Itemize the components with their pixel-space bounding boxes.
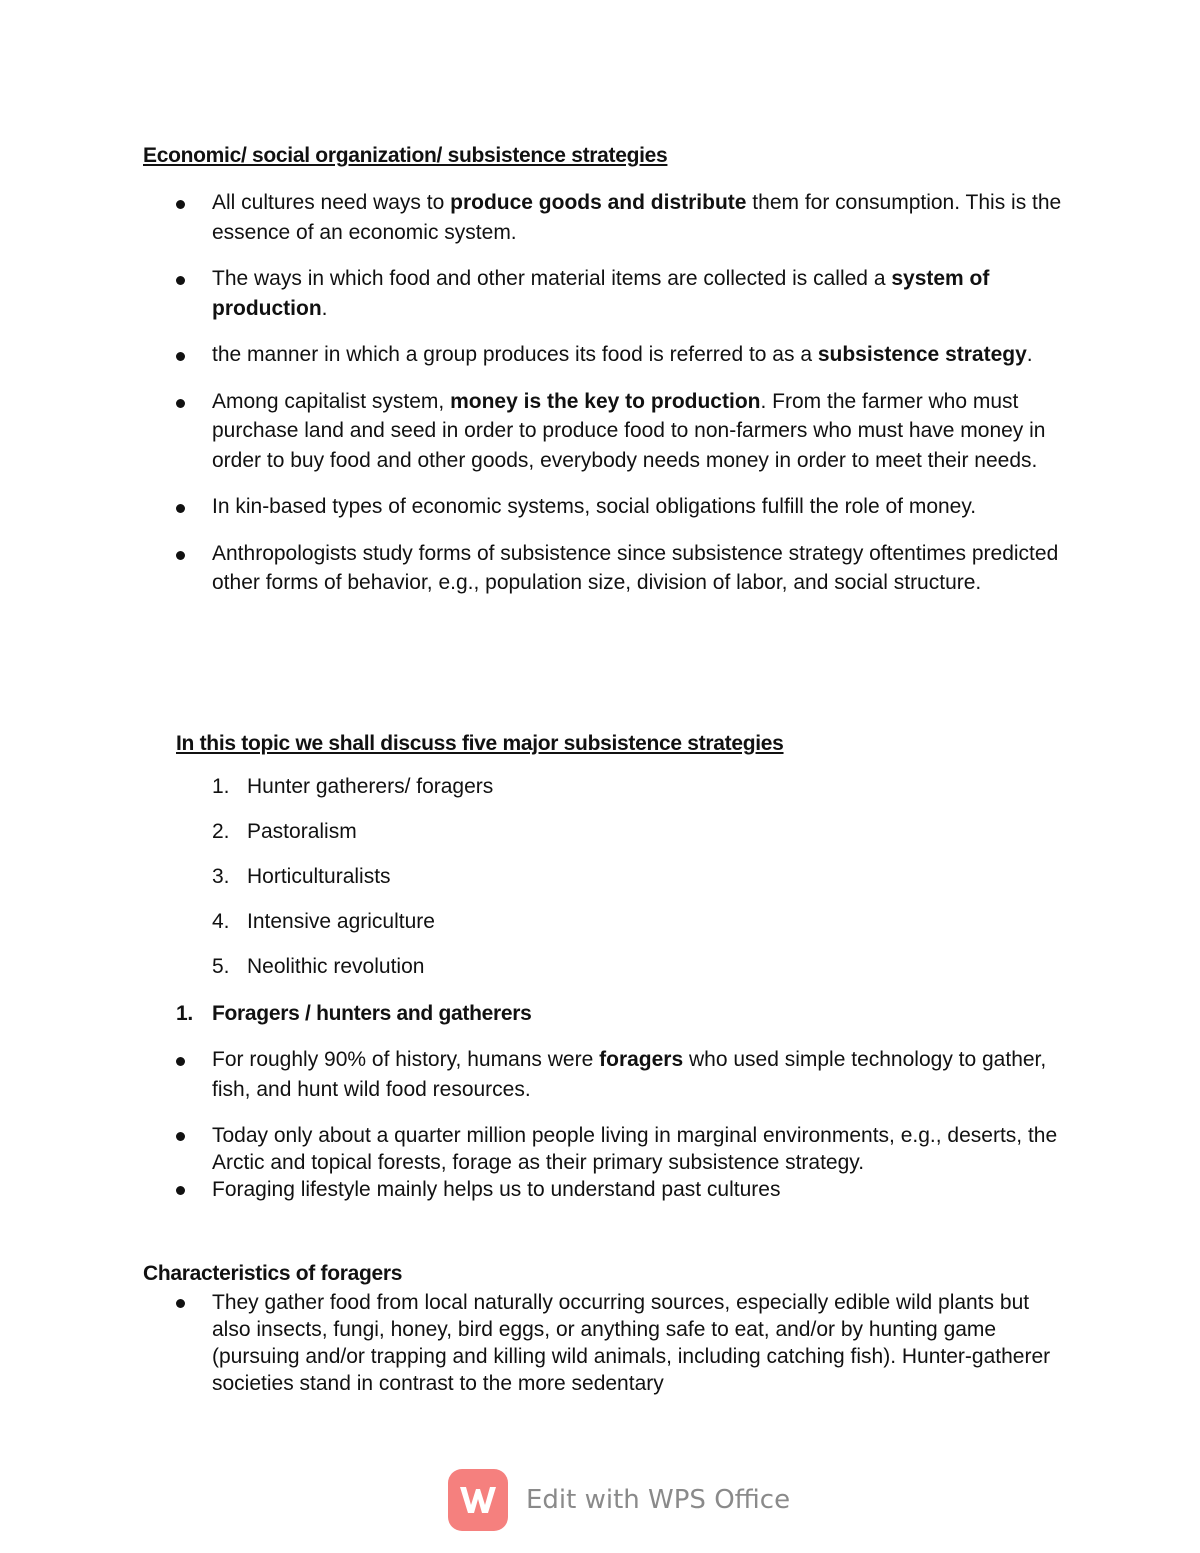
strategies-heading: In this topic we shall discuss five major subsistence strategies [176, 732, 784, 755]
page-heading: Economic/ social organization/ subsistence strategies [143, 144, 668, 167]
foragers-bullet-list-2 [0, 1122, 1200, 1203]
bullet-icon [176, 1299, 185, 1308]
bullet-icon [176, 1186, 185, 1195]
list-item: the manner in which a group produces its food is referred to as a subsistence strategy. [0, 340, 1200, 370]
list-item: Foraging lifestyle mainly helps us to understand past cultures [0, 1176, 1200, 1203]
wps-edit-button[interactable] [448, 1469, 790, 1531]
list-item: Anthropologists study forms of subsistence since subsistence strategy oftentimes predicted other forms of behavior, e.g., population size, division of labor, and social structure. [0, 539, 1200, 598]
bullet-icon [176, 200, 185, 209]
list-item: They gather food from local naturally occurring sources, especially edible wild plants but also insects, fungi, honey, bird eggs, or anything safe to eat, and/or by hunting game (pursuing and/or trapping and killing wild animals, including catching fish). Hunter-gatherer societies stand in contrast to the more sedentary [0, 1289, 1200, 1397]
bullet-icon [176, 276, 185, 285]
list-item: In kin-based types of economic systems, social obligations fulfill the role of money. [0, 492, 1200, 522]
bullet-icon [176, 1057, 185, 1066]
list-item: The ways in which food and other material items are collected is called a system of production. [0, 264, 1200, 323]
bullet-icon [176, 1132, 185, 1141]
list-item: For roughly 90% of history, humans were foragers who used simple technology to gather, fish, and hunt wild food resources. [0, 1045, 1200, 1104]
bullet-icon [176, 551, 185, 560]
intro-bullet-list [0, 188, 1200, 598]
foragers-bullet-list [0, 1045, 1200, 1121]
bullet-icon [176, 352, 185, 361]
bullet-icon [176, 504, 185, 513]
characteristics-heading: Characteristics of foragers [143, 1262, 403, 1285]
wps-edit-label: Edit with WPS Office [526, 1485, 791, 1515]
list-item: Today only about a quarter million people living in marginal environments, e.g., deserts, the Arctic and topical forests, forage as their primary subsistence strategy. [0, 1122, 1200, 1176]
bullet-icon [176, 399, 185, 408]
wps-logo-icon [448, 1469, 508, 1531]
list-item: Among capitalist system, money is the key to production. From the farmer who must purchase land and seed in order to produce food to non-farmers who must have money in order to buy food and other goods, everybody needs money in order to meet their needs. [0, 387, 1200, 476]
list-item: All cultures need ways to produce goods and distribute them for consumption. This is the essence of an economic system. [0, 188, 1200, 247]
characteristics-bullet-list [0, 1289, 1200, 1397]
document-page: Economic/ social organization/ subsistence strategies All cultures need ways to produce goods and distribute them for consumption. This is the essence of an economic system. The ways in which food and other material items are collected is called a system of production. the manner in which a group produces its food is referred to as a subsistence strategy. Among capitalist system, money is the key to production. From the farmer who must purchase land and seed in order to produce food to non-farmers who must have money in order to buy food and other goods, everybody needs money in order to meet their needs. In kin-based types of economic systems, social obligations fulfill the role of money. Anthropologists study forms of subsistence since subsistence strategy oftentimes predicted other forms of behavior, e.g., population size, division of labor, and social structure. In this topic we shall discuss five major subsistence strategies 1. Hunter gatherers/ foragers 2. Pastoralism 3. Horticulturalists 4. Intensive agriculture 5. Neolithic revolution 1. Foragers / hunters and gatherers For roughly 90% of history, humans were foragers who used simple technology to gather, fish, and hunt wild food resources. Today only about a quarter million people living in marginal environments, e.g., deserts, the Arctic and topical forests, forage as their primary subsistence strategy. Foraging lifestyle mainly helps us to understand past cultures Characteristics of foragers They gather food from local naturally occurring sources, especially edible wild plants but also insects, fungi, honey, bird eggs, or anything safe to eat, and/or by hunting game (pursuing and/or trapping and killing wild animals, including catching fish). Hunter-gatherer societies stand in contrast to the more sedentary Edit with WPS Office [0, 0, 1200, 1553]
